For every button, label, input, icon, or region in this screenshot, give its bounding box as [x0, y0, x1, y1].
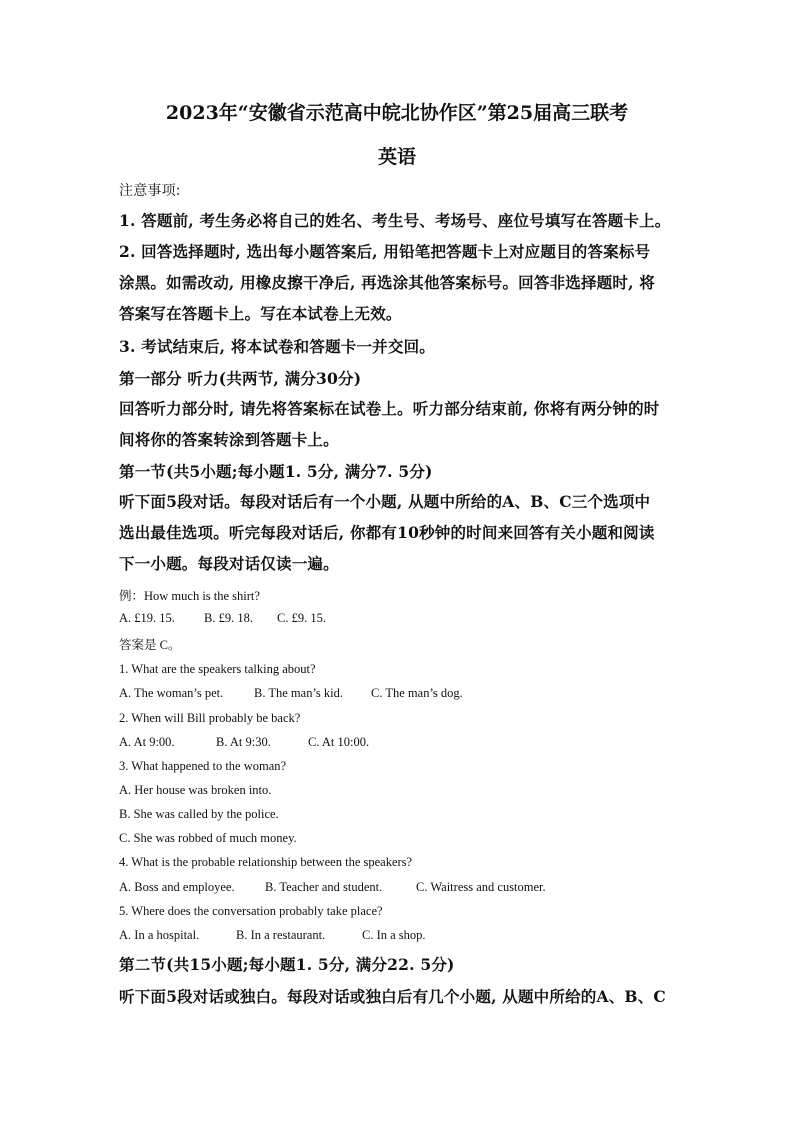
part1-heading: 第一部分 听力(共两节, 满分30分) — [119, 369, 362, 388]
option: C. In a shop. — [362, 928, 426, 942]
question: 5. Where does the conversation probably take place? — [119, 904, 383, 918]
option: A. The woman’s pet. — [119, 686, 224, 700]
option: C. Waitress and customer. — [416, 880, 546, 894]
notes-line: 3. 考试结束后, 将本试卷和答题卡一并交回。 — [119, 337, 435, 356]
question-options — [119, 735, 369, 750]
section1-instruction: 听下面5段对话。每段对话后有一个小题, 从题中所给的A、B、C三个选项中 — [119, 492, 651, 511]
question: 4. What is the probable relationship between the speakers? — [119, 855, 413, 869]
option: B. £9. 18. — [204, 611, 253, 625]
option: B. The man’s kid. — [254, 686, 344, 700]
notes-line: 答案写在答题卡上。写在本试卷上无效。 — [119, 304, 402, 323]
option: B. At 9:30. — [216, 735, 271, 749]
option: A. Her house was broken into. — [119, 783, 272, 797]
part1-instruction: 间将你的答案转涂到答题卡上。 — [119, 430, 339, 449]
section1-heading: 第一节(共5小题;每小题1. 5分, 满分7. 5分) — [119, 462, 433, 481]
question-options — [119, 686, 463, 701]
option: C. At 10:00. — [308, 735, 370, 749]
option: B. In a restaurant. — [236, 928, 326, 942]
option: A. At 9:00. — [119, 735, 175, 749]
notes-line: 2. 回答选择题时, 选出每小题答案后, 用铅笔把答题卡上对应题目的答案标号 — [119, 242, 651, 261]
question: 1. What are the speakers talking about? — [119, 662, 316, 676]
option: A. In a hospital. — [119, 928, 200, 942]
example-question: 例：How much is the shirt? — [119, 589, 260, 603]
section1-instruction: 下一小题。每段对话仅读一遍。 — [119, 554, 339, 573]
question: 2. When will Bill probably be back? — [119, 711, 301, 725]
subject-title: 英语 — [377, 146, 416, 168]
part1-instruction: 回答听力部分时, 请先将答案标在试卷上。听力部分结束前, 你将有两分钟的时 — [119, 399, 660, 418]
question-options — [119, 880, 546, 895]
example-answer: 答案是 C。 — [119, 638, 181, 652]
section1-instruction: 选出最佳选项。听完每段对话后, 你都有10秒钟的时间来回答有关小题和阅读 — [119, 523, 655, 542]
option: C. The man’s dog. — [371, 686, 463, 700]
question: 3. What happened to the woman? — [119, 759, 287, 773]
notes-heading: 注意事项: — [119, 183, 181, 199]
notes-line: 1. 答题前, 考生务必将自己的姓名、考生号、考场号、座位号填写在答题卡上。 — [119, 211, 671, 230]
option: B. Teacher and student. — [265, 880, 383, 894]
option: B. She was called by the police. — [119, 807, 279, 821]
option: C. She was robbed of much money. — [119, 831, 297, 845]
section2-instruction: 听下面5段对话或独白。每段对话或独白后有几个小题, 从题中所给的A、B、C — [119, 987, 666, 1006]
option: A. Boss and employee. — [119, 880, 235, 894]
example-options — [119, 611, 326, 626]
notes-line: 涂黑。如需改动, 用橡皮擦干净后, 再选涂其他答案标号。回答非选择题时, 将 — [119, 273, 655, 292]
option: A. £19. 15. — [119, 611, 175, 625]
option: C. £9. 15. — [277, 611, 326, 625]
question-options — [119, 928, 426, 943]
exam-title: 2023年“安徽省示范高中皖北协作区”第25届高三联考 — [165, 102, 629, 124]
section2-heading: 第二节(共15小题;每小题1. 5分, 满分22. 5分) — [119, 955, 455, 974]
